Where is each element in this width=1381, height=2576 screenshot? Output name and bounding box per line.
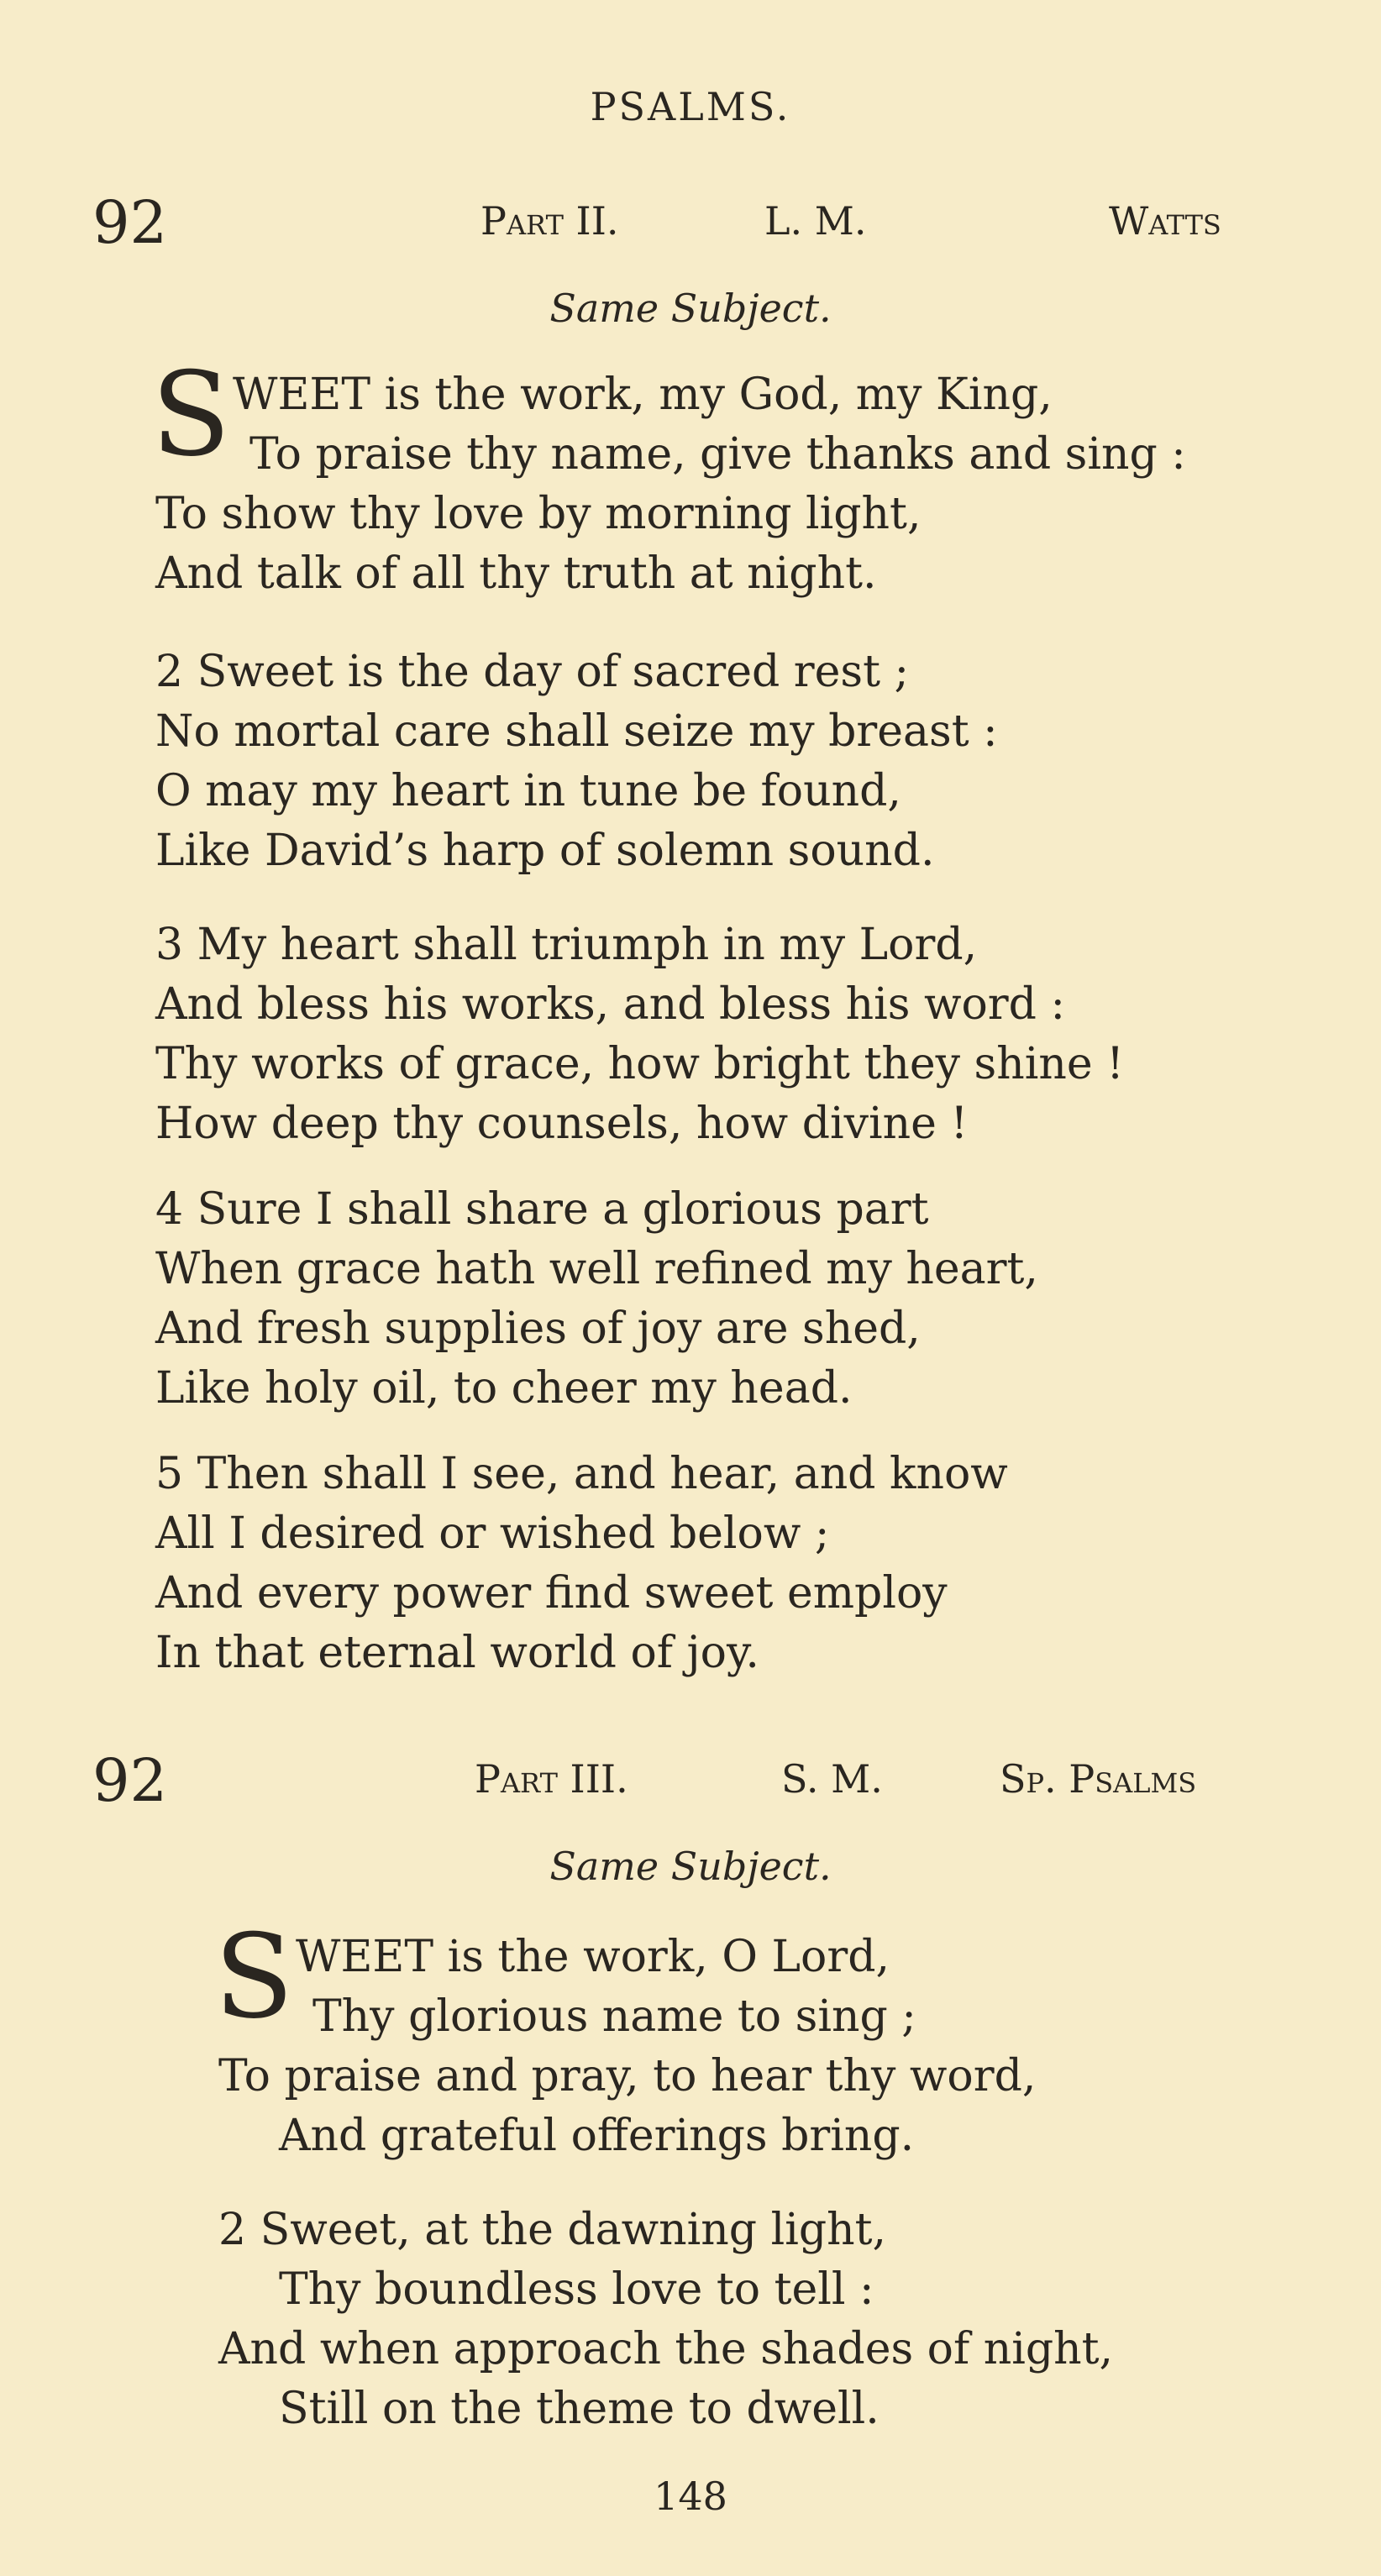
verse-line: In that eternal world of joy. [155,1628,759,1678]
verse-line-text: WEET is the work, O Lord, [296,1932,890,1982]
verse-line: Still on the theme to dwell. [279,2384,880,2434]
stanza [155,916,1124,1154]
verse-line: To praise and pray, to hear thy word, [218,2051,1037,2101]
verse-line: When grace hath well refined my heart, [155,1244,1038,1294]
stanza [151,347,1186,604]
verse-line: 4 Sure I shall share a glorious part [155,1184,929,1235]
stanza [155,643,998,881]
hymn-meter: L. M. [764,198,867,244]
stanza [218,2201,1113,2439]
verse-line: How deep thy counsels, how divine ! [155,1099,969,1149]
verse-line: And bless his works, and bless his word : [155,979,1065,1030]
page-number: 148 [654,2474,727,2519]
hymn-number: 92 [92,1746,168,1815]
hymn-header [92,1747,1285,1814]
verse-line: And every power find sweet employ [155,1568,948,1619]
hymn-subject: Same Subject. [549,1844,832,1889]
hymn-header [92,189,1285,256]
stanza [155,1180,1038,1419]
verse-line-text: WEET is the work, my God, my King, [233,370,1053,420]
verse-line: Like holy oil, to cheer my head. [155,1363,853,1414]
verse-line: Thy works of grace, how bright they shine ! [155,1039,1125,1089]
verse-line: O may my heart in tune be found, [155,766,901,816]
running-head: PSALMS. [590,84,791,129]
verse-line: 5 Then shall I see, and hear, and know [155,1449,1008,1499]
hymn-part: Part III. [475,1756,628,1802]
hymn-part: Part II. [480,198,619,244]
drop-cap: S [151,347,231,482]
verse-line: Thy boundless love to tell : [279,2264,874,2315]
verse-line: 2 Sweet, at the dawning light, [218,2205,887,2255]
verse-line: Thy glorious name to sing ; [312,1991,916,2042]
hymn-author: Watts [1109,198,1221,244]
hymn-author: Sp. Psalms [1000,1756,1197,1802]
stanza [155,1445,1008,1683]
verse-line: To show thy love by morning light, [155,489,922,539]
verse-line: And talk of all thy truth at night. [155,548,877,599]
hymn-meter: S. M. [781,1756,883,1802]
verse-line: And fresh supplies of joy are shed, [155,1304,921,1354]
verse-line: 2 Sweet is the day of sacred rest ; [155,647,910,697]
hymn-subject: Same Subject. [549,286,832,331]
verse-line: 3 My heart shall triumph in my Lord, [155,920,978,970]
verse-line: No mortal care shall seize my breast : [155,706,998,757]
verse-line: And grateful offerings bring. [279,2111,915,2161]
drop-cap: S [214,1909,294,2044]
verse-line: Like David’s harp of solemn sound. [155,826,935,876]
verse-line: And when approach the shades of night, [218,2324,1114,2374]
stanza [214,1909,1037,2166]
hymn-number: 92 [92,188,168,257]
verse-line: All I desired or wished below ; [155,1508,830,1559]
verse-line: To praise thy name, give thanks and sing : [249,429,1186,480]
